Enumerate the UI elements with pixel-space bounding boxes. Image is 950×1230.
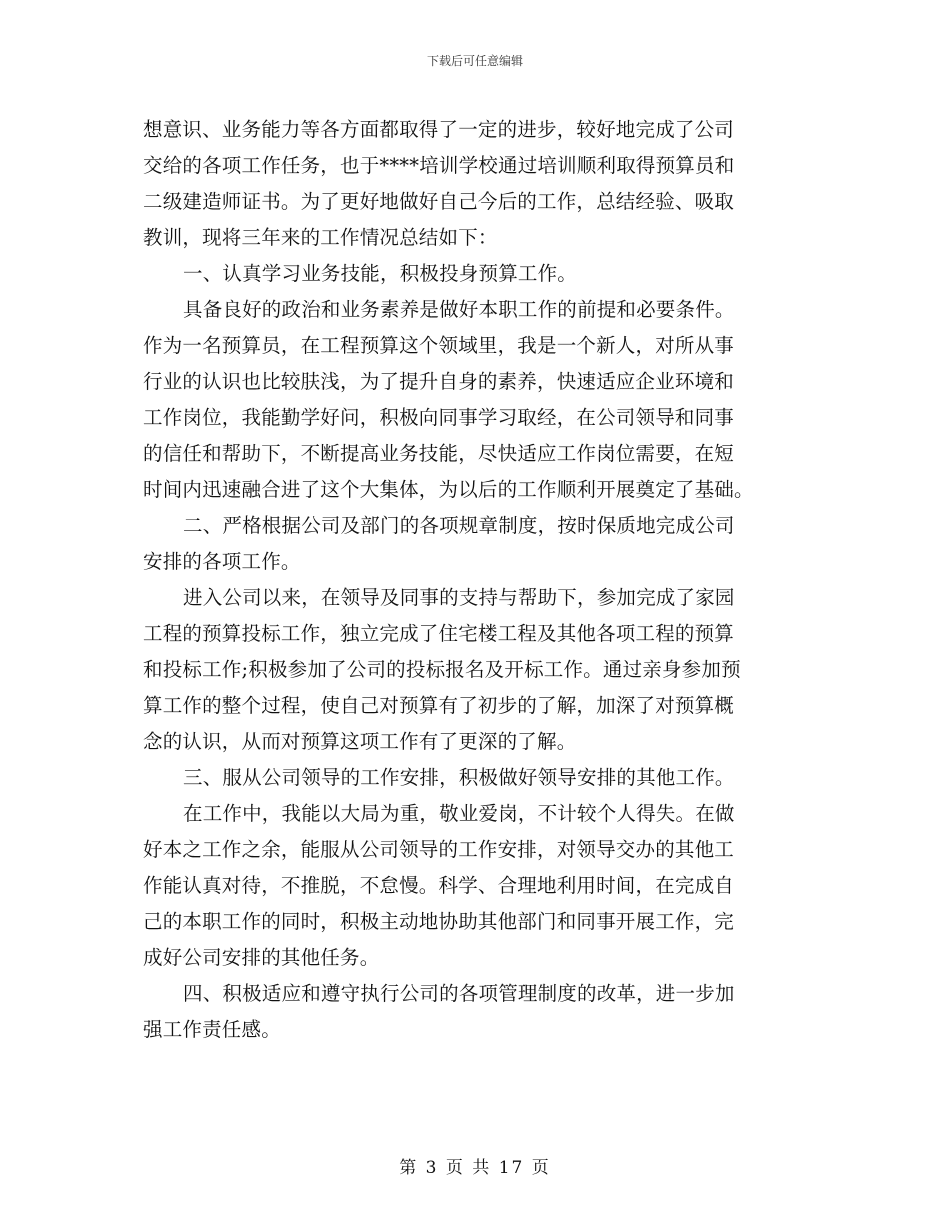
body-line: 作为一名预算员，在工程预算这个领域里，我是一个新人，对所从事 <box>143 334 735 357</box>
body-line: 进入公司以来，在领导及同事的支持与帮助下，参加完成了家园 <box>183 586 735 609</box>
page-header: 下载后可任意编辑 <box>426 54 523 68</box>
section-heading-3: 三、服从公司领导的工作安排，积极做好领导安排的其他工作。 <box>183 766 735 789</box>
body-line: 时间内迅速融合进了这个大集体，为以后的工作顺利开展奠定了基础。 <box>143 478 754 501</box>
body-line: 强工作责任感。 <box>143 1018 281 1041</box>
body-line: 行业的认识也比较肤浅，为了提升自身的素养，快速适应企业环境和 <box>143 370 735 393</box>
body-line: 好本之工作之余，能服从公司领导的工作安排，对领导交办的其他工 <box>143 838 735 861</box>
body-line: 工作岗位，我能勤学好问，积极向同事学习取经，在公司领导和同事 <box>143 406 735 429</box>
section-heading-2: 二、严格根据公司及部门的各项规章制度，按时保质地完成公司 <box>183 514 735 537</box>
body-line: 的信任和帮助下，不断提高业务技能，尽快适应工作岗位需要，在短 <box>143 442 735 465</box>
body-line: 工程的预算投标工作，独立完成了住宅楼工程及其他各项工程的预算 <box>143 622 735 645</box>
body-line: 算工作的整个过程，使自己对预算有了初步的了解，加深了对预算概 <box>143 694 735 717</box>
body-line: 二级建造师证书。为了更好地做好自己今后的工作，总结经验、吸取 <box>143 190 735 213</box>
body-line: 和投标工作;积极参加了公司的投标报名及开标工作。通过亲身参加预 <box>143 658 741 681</box>
body-line: 作能认真对待，不推脱，不怠慢。科学、合理地利用时间，在完成自 <box>143 874 735 897</box>
body-line: 具备良好的政治和业务素养是做好本职工作的前提和必要条件。 <box>183 298 735 321</box>
body-line: 念的认识，从而对预算这项工作有了更深的了解。 <box>143 730 577 753</box>
page-number-footer: 第 3 页 共 17 页 <box>399 1158 551 1178</box>
body-line: 交给的各项工作任务，也于****培训学校通过培训顺利取得预算员和 <box>143 154 735 177</box>
section-heading-4: 四、积极适应和遵守执行公司的各项管理制度的改革，进一步加 <box>183 982 735 1005</box>
body-line: 在工作中，我能以大局为重，敬业爱岗，不计较个人得失。在做 <box>183 802 735 825</box>
body-line: 己的本职工作的同时，积极主动地协助其他部门和同事开展工作，完 <box>143 910 735 933</box>
document-body <box>143 112 808 1048</box>
body-line: 想意识、业务能力等各方面都取得了一定的进步，较好地完成了公司 <box>143 118 735 141</box>
body-line: 教训，现将三年来的工作情况总结如下： <box>143 226 498 249</box>
body-line: 安排的各项工作。 <box>143 550 301 573</box>
body-line: 成好公司安排的其他任务。 <box>143 946 380 969</box>
section-heading-1: 一、认真学习业务技能，积极投身预算工作。 <box>183 262 578 285</box>
